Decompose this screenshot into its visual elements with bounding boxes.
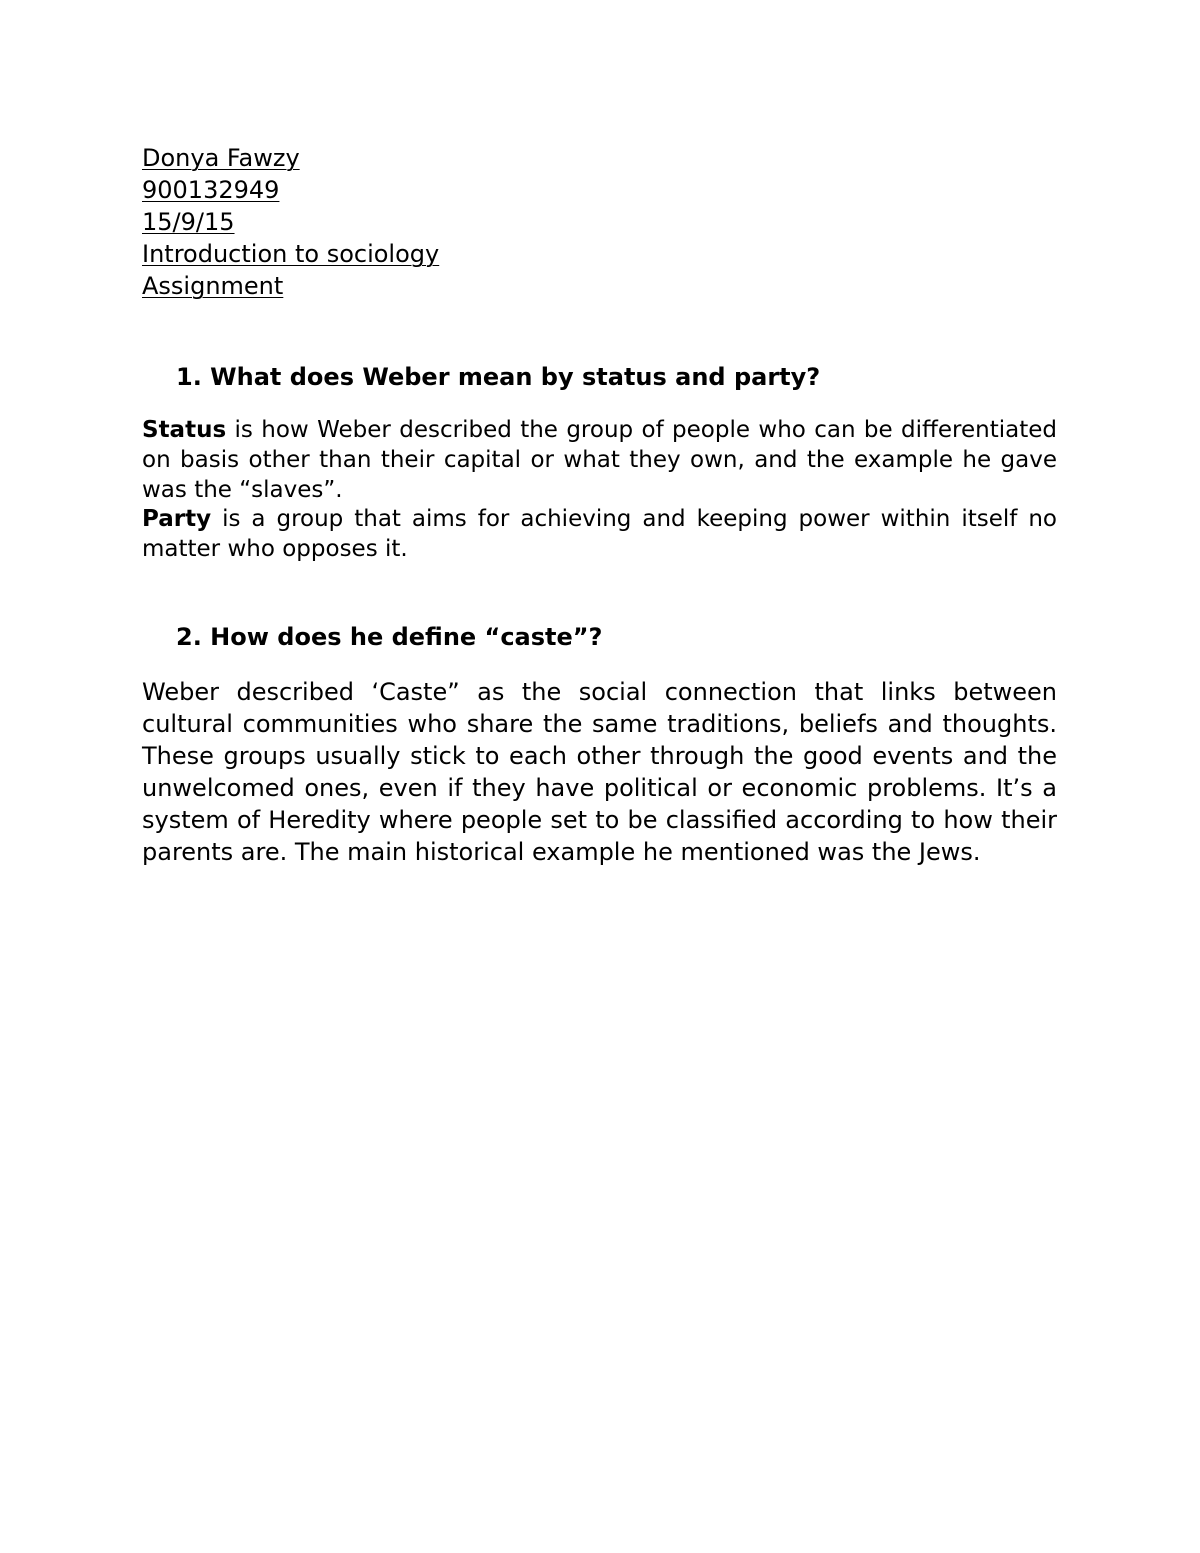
term-party: Party: [142, 506, 212, 532]
question-1-heading: 1. What does Weber mean by status and party?: [176, 363, 821, 391]
document-type: Assignment: [142, 272, 284, 300]
author-name: Donya Fawzy: [142, 144, 300, 172]
answer-caste-paragraph: Weber described ‘Caste” as the social connection that links between cultural communities who share the same traditions, beliefs and thoughts. These groups usually stick to each other through the good events and the unwelcomed ones, even if they have political or economic problems. It’s a system of Heredity where people set to be classified according to how their parents are. The main historical example he mentioned was the Jews.: [142, 678, 1057, 866]
status-definition: is how Weber described the group of people who can be differentiated on basis other than their capital or what they own, and the example he gave was the “slaves”.: [142, 417, 1057, 503]
course-name: Introduction to sociology: [142, 240, 440, 268]
student-id: 900132949: [142, 176, 280, 204]
question-2-heading: 2. How does he define “caste”?: [176, 623, 603, 651]
party-definition: is a group that aims for achieving and keeping power within itself no matter who opposes it.: [142, 506, 1057, 562]
answer-status-paragraph: [142, 415, 1057, 505]
date: 15/9/15: [142, 208, 235, 236]
term-status: Status: [142, 417, 227, 443]
document-header: [142, 142, 842, 302]
answer-party-paragraph: [142, 504, 1057, 564]
